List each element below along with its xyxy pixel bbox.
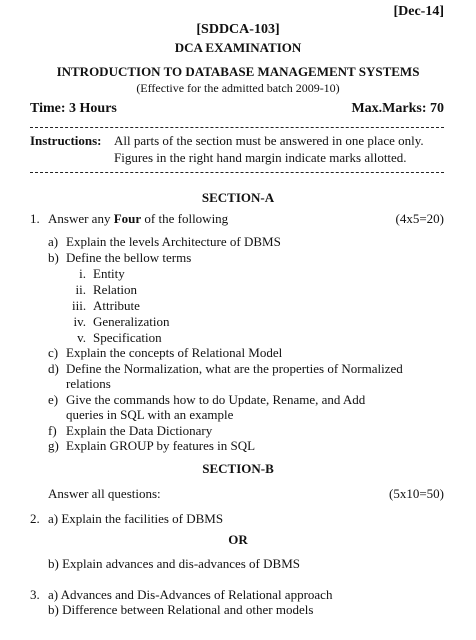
- exam-title: DCA EXAMINATION: [174, 40, 302, 55]
- subitem-text-i: Entity: [93, 266, 125, 281]
- date-code: [Dec-14]: [393, 4, 444, 19]
- divider-bottom: [30, 172, 444, 173]
- max-marks: Max.Marks: 70: [351, 101, 444, 116]
- item-label-a: a): [48, 234, 59, 249]
- item-text-d-cont: relations: [66, 376, 111, 391]
- question-1-pre: Answer any: [48, 211, 114, 226]
- section-a-title: SECTION-A: [201, 190, 275, 205]
- item-text-f: Explain the Data Dictionary: [66, 423, 213, 438]
- question-3b: b) Difference between Relational and other models: [48, 602, 314, 617]
- item-label-f: f): [48, 423, 57, 438]
- question-1-marks: (4x5=20): [395, 211, 444, 226]
- question-1-number: 1.: [30, 211, 40, 226]
- subitem-text-ii: Relation: [93, 282, 138, 297]
- item-label-b: b): [48, 250, 59, 265]
- question-2a: a) Explain the facilities of DBMS: [48, 511, 224, 526]
- subitem-label-iii: iii.: [72, 298, 87, 313]
- question-2-number: 2.: [30, 511, 40, 526]
- item-text-g: Explain GROUP by features in SQL: [66, 438, 256, 453]
- subject-title: INTRODUCTION TO DATABASE MANAGEMENT SYSTEMS: [56, 64, 420, 79]
- subitem-text-v: Specification: [93, 330, 162, 345]
- subitem-label-iv: iv.: [73, 314, 86, 329]
- effective-note: (Effective for the admitted batch 2009-10): [136, 81, 340, 95]
- question-3a: a) Advances and Dis-Advances of Relational approach: [48, 587, 333, 602]
- question-2b: b) Explain advances and dis-advances of DBMS: [48, 556, 300, 571]
- subitem-label-ii: ii.: [75, 282, 86, 297]
- item-label-e: e): [48, 392, 59, 407]
- question-1-post: of the following: [141, 211, 229, 226]
- item-label-c: c): [48, 345, 59, 360]
- item-text-e-cont: queries in SQL with an example: [66, 407, 234, 422]
- section-b-marks: (5x10=50): [389, 486, 444, 501]
- paper-code: [SDDCA-103]: [196, 22, 280, 37]
- question-1-bold: Four: [113, 211, 142, 226]
- subitem-text-iii: Attribute: [93, 298, 140, 313]
- subitem-text-iv: Generalization: [93, 314, 170, 329]
- item-text-c: Explain the concepts of Relational Model: [66, 345, 283, 360]
- item-label-d: d): [48, 361, 59, 376]
- instructions-label: Instructions:: [30, 133, 102, 148]
- instructions-line-1: All parts of the section must be answered in one place only.: [114, 133, 424, 148]
- or-separator: OR: [228, 532, 248, 547]
- question-1-text: [48, 211, 228, 227]
- instructions-line-2: Figures in the right hand margin indicate marks allotted.: [114, 150, 407, 165]
- subitem-label-i: i.: [79, 266, 86, 281]
- time-label: Time: 3 Hours: [30, 101, 117, 116]
- item-text-a: Explain the levels Architecture of DBMS: [66, 234, 281, 249]
- divider-top: [30, 127, 444, 128]
- question-3-number: 3.: [30, 587, 40, 602]
- subitem-label-v: v.: [77, 330, 86, 345]
- section-b-title: SECTION-B: [202, 461, 274, 476]
- section-b-instruction: Answer all questions:: [48, 486, 161, 501]
- item-label-g: g): [48, 438, 59, 453]
- item-text-d: Define the Normalization, what are the properties of Normalized: [66, 361, 403, 376]
- item-text-b: Define the bellow terms: [66, 250, 192, 265]
- item-text-e: Give the commands how to do Update, Rename, and Add: [66, 392, 366, 407]
